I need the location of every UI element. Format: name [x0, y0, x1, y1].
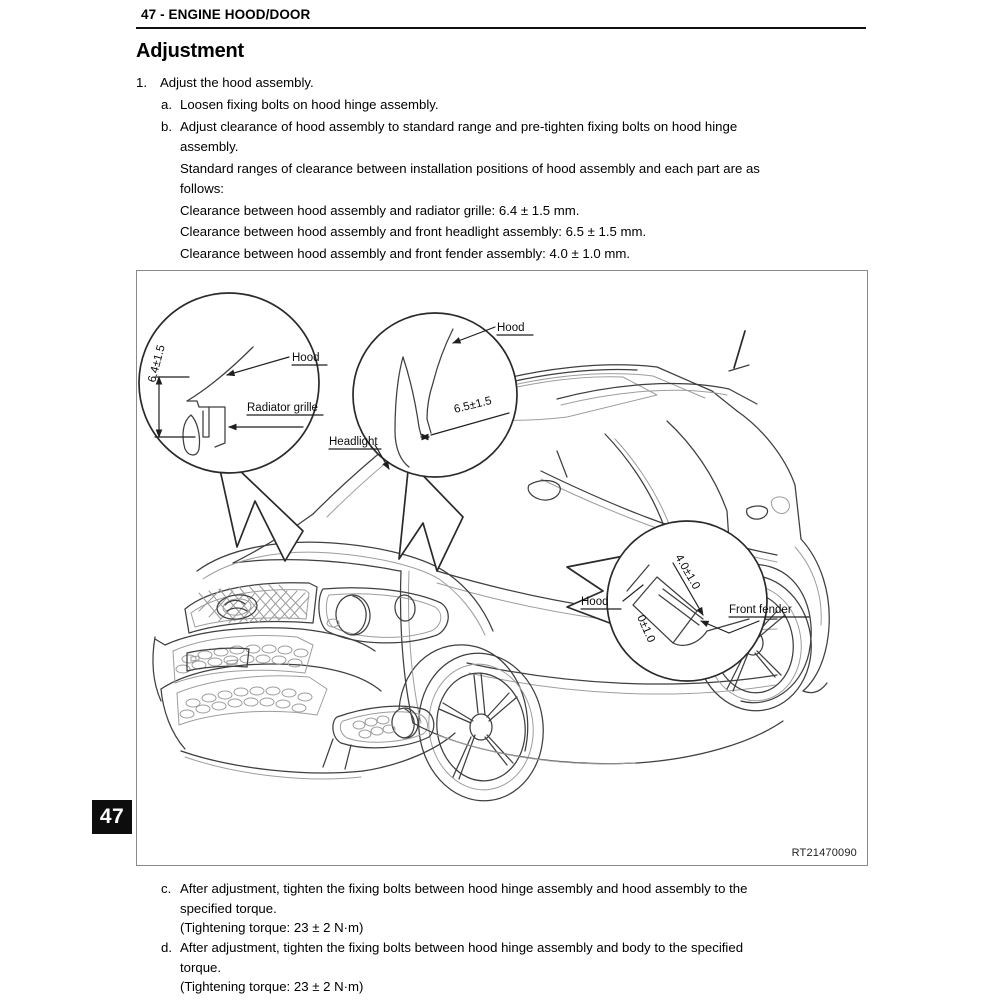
callout-fender-dimension-b: 0±1.0	[634, 613, 657, 645]
callout-fender-hood-label: Hood	[581, 596, 609, 608]
step-c-line-1: After adjustment, tighten the fixing bolts between hood hinge assembly and hood assembly to the	[180, 881, 748, 896]
step-d-line-1: After adjustment, tighten the fixing bolts between hood hinge assembly and body to the specified	[180, 940, 744, 955]
step-c-line-2: specified torque.	[180, 901, 277, 916]
callout-grille	[139, 293, 327, 561]
standard-intro-line-2: follows:	[180, 181, 224, 196]
callout-headlight-dimension: 6.5±1.5	[452, 395, 493, 416]
figure-reference-number: RT21470090	[791, 847, 857, 859]
callout-grille-dimension: 6.4±1.5	[146, 343, 168, 384]
step-b-marker: b.	[161, 119, 172, 134]
callout-fender-part-label: Front fender	[729, 604, 792, 616]
step-d-torque: (Tightening torque: 23 ± 2 N·m)	[180, 979, 364, 994]
callout-grille-hood-label: Hood	[292, 352, 320, 364]
callout-headlight-part-label: Headlight	[329, 436, 378, 448]
callout-fender-dimension-a: 4.0±1.0	[672, 552, 702, 592]
clearance-fender: Clearance between hood assembly and front fender assembly: 4.0 ± 1.0 mm.	[180, 246, 630, 261]
step-b-line-1: Adjust clearance of hood assembly to standard range and pre-tighten fixing bolts on hood hinge	[180, 119, 738, 134]
clearance-grille: Clearance between hood assembly and radiator grille: 6.4 ± 1.5 mm.	[180, 203, 580, 218]
step-c-torque: (Tightening torque: 23 ± 2 N·m)	[180, 920, 364, 935]
clearance-headlight: Clearance between hood assembly and front headlight assembly: 6.5 ± 1.5 mm.	[180, 224, 647, 239]
step-b-line-2: assembly.	[180, 139, 239, 154]
illustration-frame	[136, 270, 868, 866]
step-c-marker: c.	[161, 881, 172, 896]
page-header-title: 47 - ENGINE HOOD/DOOR	[141, 7, 311, 22]
step-a-marker: a.	[161, 97, 172, 112]
callout-grille-part-label: Radiator grille	[247, 402, 318, 414]
step-d-line-2: torque.	[180, 960, 222, 975]
callout-headlight	[329, 313, 533, 571]
step-d-marker: d.	[161, 940, 172, 955]
header-rule	[136, 27, 866, 29]
step-1-marker: 1.	[136, 75, 147, 90]
step-1-text: Adjust the hood assembly.	[160, 75, 314, 90]
vehicle-illustration	[137, 271, 867, 865]
page-title: Adjustment	[136, 40, 245, 62]
standard-intro-line-1: Standard ranges of clearance between installation positions of hood assembly and each part are as	[180, 161, 760, 176]
page-number-tab: 47	[92, 800, 132, 834]
step-a-text: Loosen fixing bolts on hood hinge assembly.	[180, 97, 439, 112]
callout-headlight-hood-label: Hood	[497, 322, 525, 334]
